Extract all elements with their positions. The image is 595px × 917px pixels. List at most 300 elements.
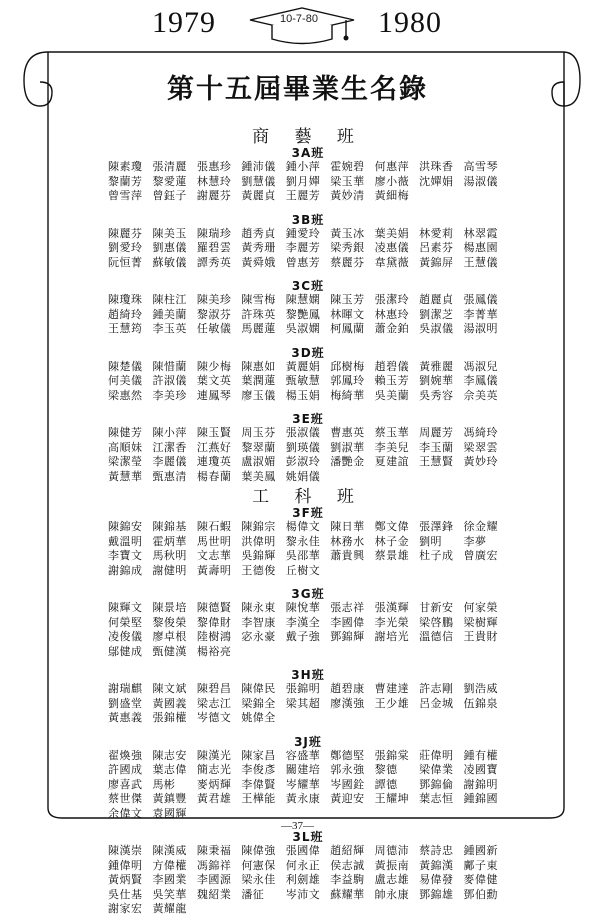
student-name: 蕭貴興 — [330, 549, 365, 562]
student-name: 張錦權 — [152, 711, 187, 724]
student-name: 吳淑儀 — [419, 322, 454, 335]
student-name: 黎俊榮 — [152, 615, 187, 629]
student-name: 梅綺華 — [330, 388, 365, 402]
class-gap — [108, 726, 508, 735]
student-name: 鍾錦國 — [463, 792, 498, 805]
student-name: 陳玉賢 — [196, 426, 232, 439]
student-name: 謝錦明 — [463, 777, 498, 791]
name-row — [108, 389, 508, 404]
student-name: 黃炳賢 — [108, 873, 143, 886]
student-name: 黎偉財 — [196, 615, 232, 629]
student-name — [241, 902, 285, 917]
student-name: 鍾小萍 — [285, 160, 321, 173]
student-name: 謝家宏 — [108, 902, 143, 915]
student-name: 凌俊儀 — [108, 630, 143, 643]
student-name: 黃舜娥 — [241, 255, 276, 269]
student-name: 李國業 — [152, 873, 187, 886]
student-name — [419, 189, 463, 204]
student-name: 陳偉民 — [241, 682, 276, 695]
name-row — [108, 455, 508, 470]
year-start: 1979 — [152, 6, 216, 39]
name-row — [108, 470, 508, 485]
student-name: 何惠萍 — [374, 160, 410, 173]
student-name — [419, 645, 463, 660]
student-name: 佘美英 — [463, 388, 498, 402]
name-row — [108, 807, 508, 822]
student-name: 陳錦基 — [152, 520, 187, 533]
student-name: 鄧伯勳 — [463, 887, 498, 901]
student-name: 許志剛 — [419, 682, 454, 695]
student-name: 劉慧儀 — [241, 174, 276, 188]
student-name — [286, 711, 330, 726]
student-name: 陳慧嫻 — [285, 293, 321, 306]
student-name: 彭淑玲 — [285, 455, 321, 468]
student-name: 王少雄 — [374, 696, 410, 710]
student-name: 陳秉福 — [196, 844, 232, 857]
student-name — [375, 807, 419, 822]
student-name: 梁樹輝 — [463, 615, 498, 629]
student-name: 張國偉 — [285, 844, 321, 857]
student-name: 吳美蘭 — [374, 388, 410, 402]
student-name: 鄧錦輝 — [330, 630, 365, 643]
student-name: 陳漢崇 — [108, 844, 143, 857]
student-name: 梁永佳 — [241, 873, 276, 886]
class-gap — [108, 578, 508, 587]
student-name: 廖小薇 — [374, 174, 410, 188]
student-name: 何憲保 — [241, 858, 276, 872]
student-name: 葉潤蓮 — [241, 374, 276, 387]
student-name: 楊玉娟 — [285, 388, 321, 402]
student-name: 黃壽明 — [196, 563, 232, 577]
student-name: 柯鳳蘭 — [330, 322, 365, 335]
student-name: 趙碧儀 — [374, 359, 410, 373]
student-name — [464, 470, 508, 485]
student-name: 洪偉明 — [241, 534, 276, 548]
student-name: 黃耀龍 — [152, 902, 187, 915]
student-name: 黃國義 — [152, 696, 187, 710]
student-name: 李玉蘭 — [419, 440, 454, 454]
name-row — [108, 308, 508, 323]
student-name: 謝健明 — [152, 563, 187, 577]
student-name: 霍婉碧 — [330, 160, 365, 173]
name-row — [108, 293, 508, 308]
name-row — [108, 873, 508, 888]
student-name: 陳健芳 — [108, 426, 143, 439]
student-name: 黎蘭芳 — [108, 174, 143, 188]
student-name: 鍾美蘭 — [152, 307, 187, 321]
student-name: 廖漢強 — [330, 696, 365, 710]
name-row — [108, 360, 508, 375]
student-name: 譚德 — [374, 777, 398, 791]
student-name: 蔡玉華 — [374, 426, 410, 439]
student-name: 張潔玲 — [374, 293, 410, 306]
student-name: 方偉權 — [152, 858, 187, 872]
student-name: 戴子強 — [285, 630, 321, 643]
student-name: 黃錦漢 — [419, 858, 454, 872]
student-name: 陳美玉 — [152, 226, 187, 240]
student-name — [464, 564, 508, 579]
student-name: 李美珍 — [152, 388, 187, 402]
student-name — [375, 711, 419, 726]
student-name — [419, 564, 463, 579]
student-name: 高順妹 — [108, 440, 143, 454]
student-name: 陳家昌 — [241, 748, 276, 762]
student-name — [464, 807, 508, 822]
student-name: 鄧錦雄 — [419, 887, 454, 901]
student-name: 蕭金鉑 — [374, 322, 410, 335]
student-name: 梁惠然 — [108, 388, 143, 402]
student-name: 陳少梅 — [196, 359, 232, 373]
student-name: 鄭德堅 — [330, 748, 365, 762]
class-heading: 3A班 — [291, 146, 325, 160]
student-name: 黃細梅 — [374, 189, 410, 202]
class-heading: 3E班 — [292, 412, 324, 426]
student-name: 謝瑞麒 — [108, 682, 143, 695]
student-name: 沈嬋娟 — [419, 174, 454, 188]
name-row — [108, 374, 508, 389]
name-row — [108, 189, 508, 204]
student-name: 李美兒 — [374, 440, 410, 454]
student-name: 陳瓊珠 — [108, 293, 143, 306]
student-name: 陳輝文 — [108, 601, 143, 614]
name-row — [108, 241, 508, 256]
student-name: 趙麗貞 — [419, 293, 454, 306]
student-name: 黃秀珊 — [241, 241, 276, 254]
name-row — [108, 175, 508, 190]
student-name — [330, 645, 374, 660]
section-title: 商 藝 班 — [252, 127, 364, 147]
student-name: 趙碧康 — [330, 682, 365, 695]
student-name: 吳秀容 — [419, 388, 454, 402]
student-name: 王貴財 — [463, 630, 498, 643]
student-name: 蔡世傑 — [108, 792, 143, 805]
student-name: 伍錦泉 — [463, 696, 498, 710]
student-name: 曾雪萍 — [108, 189, 143, 202]
student-name — [286, 645, 330, 660]
student-name: 呂金城 — [419, 696, 454, 710]
student-name: 盧志雄 — [374, 873, 410, 886]
student-name: 廖玉儀 — [241, 388, 276, 402]
student-name: 林愛莉 — [419, 226, 454, 240]
student-name: 陳偉強 — [241, 844, 276, 857]
name-row — [108, 697, 508, 712]
student-name: 陳素瓊 — [108, 160, 143, 173]
student-name: 吳錦輝 — [241, 549, 276, 562]
student-name: 趙秀貞 — [241, 226, 276, 240]
student-name: 劉瑛儀 — [285, 440, 321, 454]
student-name: 凌國寶 — [463, 763, 498, 776]
student-name: 蔡詩忠 — [419, 844, 454, 857]
student-name: 鍾偉明 — [108, 858, 143, 872]
name-row — [108, 256, 508, 271]
student-name: 江潔香 — [152, 440, 187, 454]
name-row — [108, 601, 508, 616]
student-name: 王麗芳 — [285, 189, 321, 202]
student-name: 霍炳華 — [152, 534, 187, 548]
student-name: 王耀坤 — [374, 792, 410, 805]
graduate-list — [108, 128, 508, 917]
class-heading: 3B班 — [291, 212, 325, 227]
student-name: 馬麗蓮 — [241, 322, 276, 335]
class-heading: 3C班 — [291, 279, 325, 293]
student-name — [375, 902, 419, 917]
student-name: 吳仕基 — [108, 887, 143, 901]
student-name: 黃慧華 — [108, 469, 143, 483]
student-name: 劉愛玲 — [108, 241, 143, 254]
student-name: 許珠英 — [241, 307, 276, 321]
student-name: 郭鳳玲 — [330, 374, 365, 387]
student-name: 任敏儀 — [196, 322, 232, 335]
student-name: 陳惜蘭 — [152, 359, 187, 373]
student-name: 黎艷鳳 — [285, 307, 321, 321]
student-name: 陳文斌 — [152, 682, 187, 695]
student-name: 阮恒菁 — [108, 255, 143, 269]
student-name: 關建培 — [285, 763, 321, 776]
class-gap — [108, 659, 508, 668]
student-name — [375, 470, 419, 485]
student-name: 王慧儀 — [463, 255, 498, 269]
student-name: 周玉芬 — [241, 426, 276, 439]
student-name: 謝培光 — [374, 630, 410, 643]
student-name: 陳日華 — [330, 520, 365, 533]
student-name — [375, 564, 419, 579]
student-name: 文志華 — [196, 549, 232, 562]
student-name: 岑國銓 — [330, 777, 365, 791]
student-name: 梁翠雲 — [463, 440, 498, 454]
student-name: 曾惠芳 — [285, 255, 321, 269]
student-name: 蘇耀華 — [330, 887, 365, 901]
student-name: 陳悅華 — [285, 601, 321, 614]
student-name: 莊偉明 — [419, 748, 454, 762]
student-name: 李光榮 — [374, 615, 410, 629]
student-name: 黃君雄 — [196, 792, 232, 805]
student-name — [464, 645, 508, 660]
student-name: 馮淑兒 — [463, 359, 498, 373]
student-name: 陳志安 — [152, 748, 187, 762]
student-name: 王德俊 — [241, 563, 276, 577]
student-name: 馬彬 — [152, 777, 176, 791]
student-name: 陳楚儀 — [108, 359, 143, 373]
student-name: 李夢 — [463, 534, 487, 548]
student-name: 連鳳琴 — [196, 388, 232, 402]
name-row — [108, 844, 508, 859]
student-name: 張錦明 — [285, 682, 321, 695]
student-name: 劉月嬋 — [285, 174, 321, 188]
student-name: 劉淑華 — [330, 440, 365, 454]
student-name: 李國源 — [196, 873, 232, 886]
student-name: 麥炳輝 — [196, 777, 232, 791]
student-name: 黃雅麗 — [419, 359, 454, 373]
student-name: 曹建達 — [374, 682, 410, 695]
student-name: 曹惠英 — [330, 426, 365, 439]
student-name: 李玉英 — [152, 322, 187, 335]
student-name: 蔡麗芬 — [330, 255, 365, 269]
name-row — [108, 564, 508, 579]
student-name: 甘新安 — [419, 601, 454, 614]
student-name: 容盛華 — [285, 748, 321, 762]
student-name: 姚娟儀 — [285, 469, 321, 483]
student-name: 鍾沛儀 — [241, 160, 276, 173]
student-name: 何永正 — [285, 858, 321, 872]
name-row — [108, 426, 508, 441]
student-name: 陳美珍 — [196, 293, 232, 306]
student-name: 劉惠儀 — [152, 241, 187, 254]
student-name: 馮錦祥 — [196, 858, 232, 872]
student-name: 黃妙玲 — [463, 455, 498, 468]
student-name: 何家榮 — [463, 601, 498, 614]
student-name: 黃惠義 — [108, 711, 143, 724]
student-name: 趙紹輝 — [330, 844, 365, 857]
student-name — [419, 470, 463, 485]
student-name — [419, 807, 463, 822]
student-name: 張漢輝 — [374, 601, 410, 614]
student-name: 韋黛薇 — [374, 255, 410, 269]
student-name: 黎愛蓮 — [152, 174, 187, 188]
class-heading: 3G班 — [291, 587, 325, 601]
student-name: 湯淑儀 — [463, 174, 498, 188]
student-name: 劉盛堂 — [108, 696, 143, 710]
name-row — [108, 520, 508, 535]
student-name: 郭永強 — [330, 763, 365, 776]
student-name: 陳漢威 — [152, 844, 187, 857]
class-gap — [108, 270, 508, 279]
student-name: 杜子成 — [419, 549, 454, 562]
student-name — [375, 645, 419, 660]
student-name: 梁志江 — [196, 696, 232, 710]
student-name: 羅碧雲 — [196, 241, 232, 254]
name-row — [108, 645, 508, 660]
student-name: 黃麗貞 — [241, 189, 276, 202]
student-name: 吳邵華 — [285, 549, 321, 562]
student-name: 潘征 — [241, 887, 265, 901]
student-name: 劉明 — [419, 534, 443, 548]
student-name: 丘樹文 — [285, 563, 321, 577]
student-name: 甄敏慧 — [285, 374, 321, 387]
student-name — [419, 902, 463, 917]
student-name: 高雪琴 — [463, 160, 498, 173]
student-name: 余偉文 — [108, 806, 143, 820]
student-name: 馬世明 — [196, 534, 232, 548]
student-name: 謝麗芬 — [196, 189, 232, 202]
student-name: 宓永豪 — [241, 630, 276, 643]
student-name — [197, 902, 241, 917]
student-name: 黃妙清 — [330, 189, 365, 202]
student-name: 陳石蝦 — [196, 520, 232, 533]
name-row — [108, 902, 508, 917]
student-name: 廖卓根 — [152, 630, 187, 643]
student-name: 黃振南 — [374, 858, 410, 872]
student-name: 陸樹鴻 — [196, 630, 232, 643]
student-name: 李智康 — [241, 615, 276, 629]
class-gap — [108, 204, 508, 213]
student-name: 賴玉芳 — [374, 374, 410, 387]
student-name: 甄惠清 — [152, 469, 187, 483]
student-name: 何美儀 — [108, 374, 143, 387]
student-name: 周麗芳 — [419, 426, 454, 439]
student-name: 凌惠儀 — [374, 241, 410, 254]
student-name: 黎淑芬 — [196, 307, 232, 321]
class-gap — [108, 403, 508, 412]
student-name: 梁啓鵬 — [419, 615, 454, 629]
student-name: 鄭文偉 — [374, 520, 410, 533]
section-title: 工 科 班 — [252, 487, 364, 507]
student-name — [241, 645, 285, 660]
student-name — [330, 470, 374, 485]
student-name: 楊春蘭 — [196, 469, 232, 483]
student-name: 林翠霞 — [463, 226, 498, 240]
student-name — [286, 902, 330, 917]
student-name: 姚偉全 — [241, 711, 276, 724]
student-name: 譚秀英 — [196, 255, 232, 269]
student-name: 張清麗 — [152, 160, 187, 173]
student-name: 梁秀銀 — [330, 241, 365, 254]
student-name: 楊惠園 — [463, 241, 498, 254]
student-name: 黎德 — [374, 763, 398, 776]
student-name: 何榮堅 — [108, 615, 143, 629]
student-name: 馮綺玲 — [463, 426, 498, 439]
student-name: 許國成 — [108, 763, 143, 776]
student-name: 梁潔瑩 — [108, 455, 143, 468]
student-name: 楊偉文 — [285, 520, 321, 533]
student-name: 劉潔芝 — [419, 307, 454, 321]
name-row — [108, 630, 508, 645]
student-name: 盧淑媚 — [241, 455, 276, 468]
student-name: 邱樹梅 — [330, 359, 365, 373]
student-name: 李麗芳 — [285, 241, 321, 254]
student-name: 李寶文 — [108, 549, 143, 562]
student-name: 湯淑明 — [463, 322, 498, 335]
name-row — [108, 763, 508, 778]
student-name: 蔡景雄 — [374, 549, 410, 562]
student-name: 黃玉冰 — [330, 226, 365, 240]
student-name: 李漢全 — [285, 615, 321, 629]
student-name: 陳漢光 — [196, 748, 232, 762]
student-name: 利劍雄 — [285, 873, 321, 886]
student-name — [197, 807, 241, 822]
student-name: 劉婉華 — [419, 374, 454, 387]
page-title: 第十五屆畢業生名錄 — [167, 74, 428, 105]
student-name: 林務水 — [330, 534, 365, 548]
student-name: 張淑儀 — [285, 426, 321, 439]
student-name: 馬秋明 — [152, 549, 187, 562]
student-name: 黎翠蘭 — [241, 440, 276, 454]
student-name: 溫德信 — [419, 630, 454, 643]
student-name: 呂素芬 — [419, 241, 454, 254]
student-name: 林子金 — [374, 534, 410, 548]
name-row — [108, 535, 508, 550]
student-name — [330, 807, 374, 822]
student-name: 黎永佳 — [285, 534, 321, 548]
student-name: 張鳳儀 — [463, 293, 498, 306]
student-name: 梁其超 — [285, 696, 321, 710]
student-name: 陳德賢 — [196, 601, 232, 614]
name-row — [108, 792, 508, 807]
student-name: 黃鎮豐 — [152, 792, 187, 805]
student-name: 岑耀華 — [285, 777, 321, 791]
name-row — [108, 682, 508, 697]
student-name: 謝錦成 — [108, 563, 143, 577]
student-name: 葉美娟 — [374, 226, 410, 240]
student-name: 梁玉華 — [330, 174, 365, 188]
student-name: 陳玉芳 — [330, 293, 365, 306]
student-name — [241, 807, 285, 822]
class-heading: 3D班 — [291, 345, 325, 360]
student-name: 張志祥 — [330, 601, 365, 614]
student-name: 麥偉健 — [463, 873, 498, 886]
student-name: 簡志光 — [196, 763, 232, 776]
student-name: 陳錦安 — [108, 520, 143, 533]
name-row — [108, 160, 508, 175]
